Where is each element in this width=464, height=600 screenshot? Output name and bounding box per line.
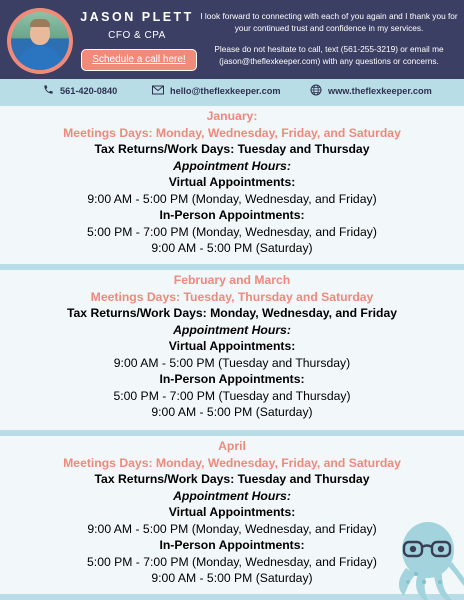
meeting-days: Meetings Days: Tuesday, Thursday and Saturday: [90, 289, 374, 304]
in-person-label: In-Person Appointments:: [159, 538, 305, 552]
tax-work-days: Tax Returns/Work Days: Tuesday and Thursday: [94, 142, 370, 156]
meeting-days: Meetings Days: Monday, Wednesday, Friday, and Saturday: [63, 125, 401, 140]
appointment-hours-title: Appointment Hours:: [173, 322, 291, 337]
section-month: April: [218, 439, 246, 453]
globe-icon: [310, 84, 322, 98]
section-month: January:: [206, 109, 258, 123]
section-month: February and March: [173, 273, 291, 287]
person-name: JASON PLETT: [80, 10, 194, 24]
virtual-label: Virtual Appointments:: [168, 175, 296, 189]
envelope-icon: [152, 85, 164, 97]
appointment-hours-title: Appointment Hours:: [173, 158, 291, 173]
tax-work-days: Tax Returns/Work Days: Monday, Wednesday, and Friday: [66, 306, 398, 320]
avatar: [7, 8, 73, 74]
thank-you-message: I look forward to connecting with each of you again and I thank you for your continued trust and confidence in my services.: [200, 11, 458, 33]
tax-work-days: Tax Returns/Work Days: Tuesday and Thursday: [94, 472, 370, 486]
in-person-hours: 9:00 AM - 5:00 PM (Saturday): [151, 571, 313, 585]
octopus-mascot-icon: [394, 516, 464, 600]
appointment-hours-title: Appointment Hours:: [173, 488, 291, 503]
header-banner: [0, 0, 464, 79]
contact-bar: [0, 79, 464, 102]
in-person-label: In-Person Appointments:: [159, 208, 305, 222]
person-role: CFO & CPA: [108, 30, 166, 41]
schedule-section-january: [0, 106, 464, 264]
schedule-section-february-march: [0, 270, 464, 430]
email-link[interactable]: [152, 79, 281, 102]
virtual-hours: 9:00 AM - 5:00 PM (Tuesday and Thursday): [113, 355, 351, 370]
website-link[interactable]: [310, 79, 432, 102]
schedule-call-button[interactable]: Schedule a call here!: [81, 49, 197, 71]
virtual-label: Virtual Appointments:: [168, 505, 296, 519]
in-person-hours: 5:00 PM - 7:00 PM (Monday, Wednesday, and Friday): [87, 554, 377, 569]
phone-number: 561-420-0840: [60, 85, 118, 96]
in-person-label: In-Person Appointments:: [159, 372, 305, 386]
phone-icon: [42, 84, 54, 97]
in-person-hours: 5:00 PM - 7:00 PM (Monday, Wednesday, and Friday): [87, 224, 377, 239]
website-url: www.theflexkeeper.com: [328, 85, 432, 96]
virtual-hours: 9:00 AM - 5:00 PM (Monday, Wednesday, and Friday): [87, 191, 377, 206]
in-person-hours: 9:00 AM - 5:00 PM (Saturday): [151, 405, 313, 419]
meeting-days: Meetings Days: Monday, Wednesday, Friday, and Saturday: [63, 455, 401, 470]
virtual-hours: 9:00 AM - 5:00 PM (Monday, Wednesday, and Friday): [87, 521, 377, 536]
virtual-label: Virtual Appointments:: [168, 339, 296, 353]
email-address: hello@theflexkeeper.com: [170, 85, 281, 96]
in-person-hours: 9:00 AM - 5:00 PM (Saturday): [151, 241, 313, 255]
in-person-hours: 5:00 PM - 7:00 PM (Tuesday and Thursday): [113, 388, 351, 403]
phone-link[interactable]: [42, 79, 117, 102]
contact-message: Please do not hesitate to call, text (561-255-3219) or email me (jason@theflexkeeper.com) with any questions or concerns.: [214, 44, 444, 66]
